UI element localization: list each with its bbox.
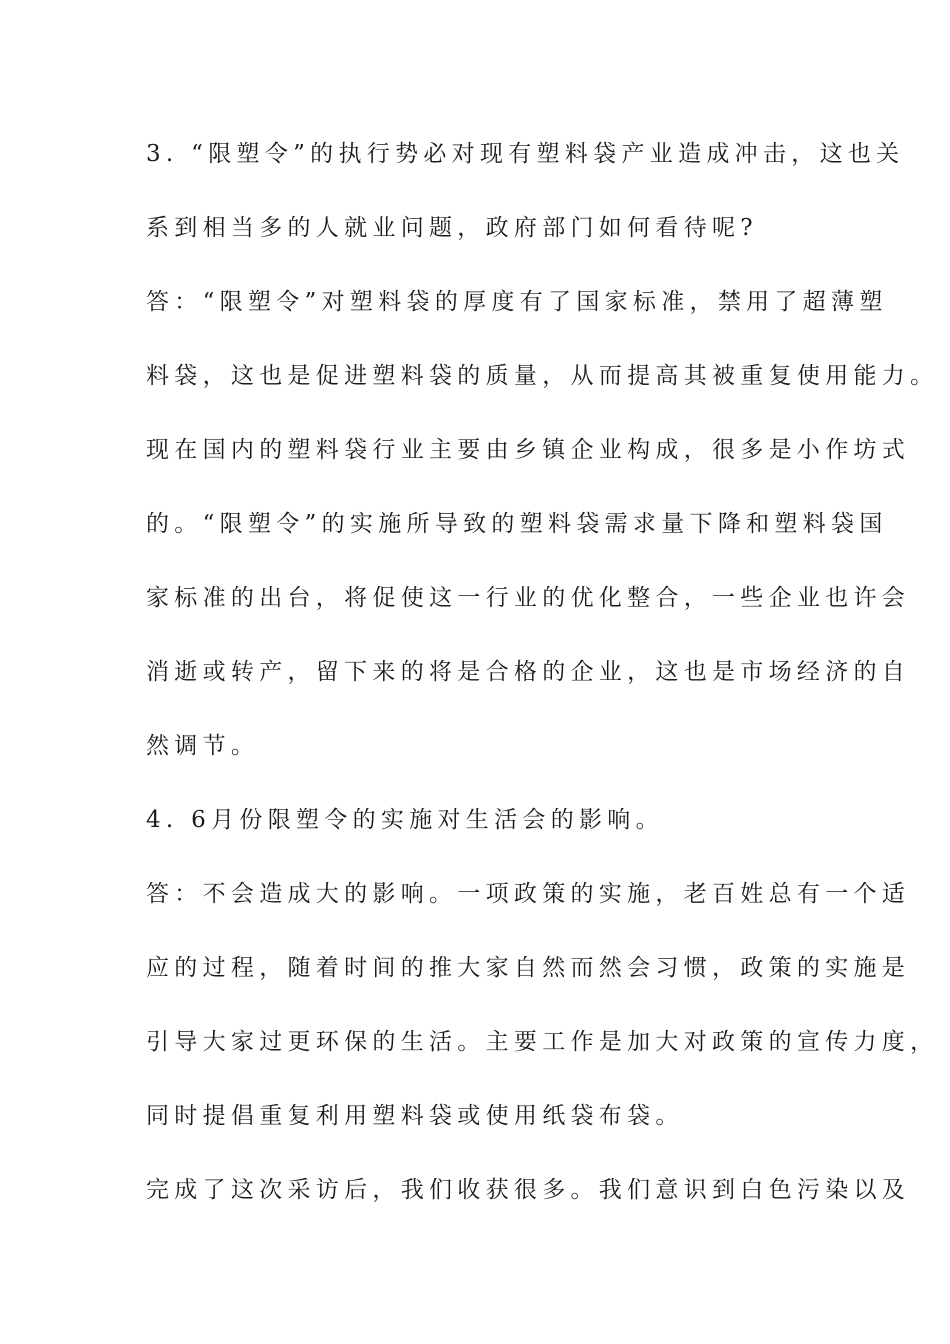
answer-3-line-5: 家标准的出台，将促使这一行业的优化整合，一些企业也许会 (146, 585, 911, 611)
question-3-line-2: 系到相当多的人就业问题，政府部门如何看待呢? (146, 215, 758, 241)
answer-3-line-3: 现在国内的塑料袋行业主要由乡镇企业构成，很多是小作坊式 (146, 437, 911, 463)
answer-3-line-4: 的。“限塑令”的实施所导致的塑料袋需求量下降和塑料袋国 (146, 511, 888, 537)
answer-3-line-1: 答：“限塑令”对塑料袋的厚度有了国家标准，禁用了超薄塑 (146, 289, 888, 315)
answer-4-line-1: 答：不会造成大的影响。一项政策的实施，老百姓总有一个适 (146, 881, 911, 907)
answer-3-line-2: 料袋，这也是促进塑料袋的质量，从而提高其被重复使用能力。 (146, 363, 939, 389)
answer-4-line-2: 应的过程，随着时间的推大家自然而然会习惯，政策的实施是 (146, 955, 911, 981)
question-3-line-1: 3. “限塑令”的执行势必对现有塑料袋产业造成冲击，这也关 (146, 141, 905, 167)
answer-4-line-4: 同时提倡重复利用塑料袋或使用纸袋布袋。 (146, 1103, 684, 1129)
answer-3-line-7: 然调节。 (146, 733, 260, 759)
answer-3-line-6: 消逝或转产，留下来的将是合格的企业，这也是市场经济的自 (146, 659, 911, 685)
question-4-line-1: 4. 6月份限塑令的实施对生活会的影响。 (146, 807, 664, 833)
conclusion-line-1: 完成了这次采访后，我们收获很多。我们意识到白色污染以及 (146, 1177, 911, 1203)
answer-4-line-3: 引导大家过更环保的生活。主要工作是加大对政策的宣传力度， (146, 1029, 939, 1055)
